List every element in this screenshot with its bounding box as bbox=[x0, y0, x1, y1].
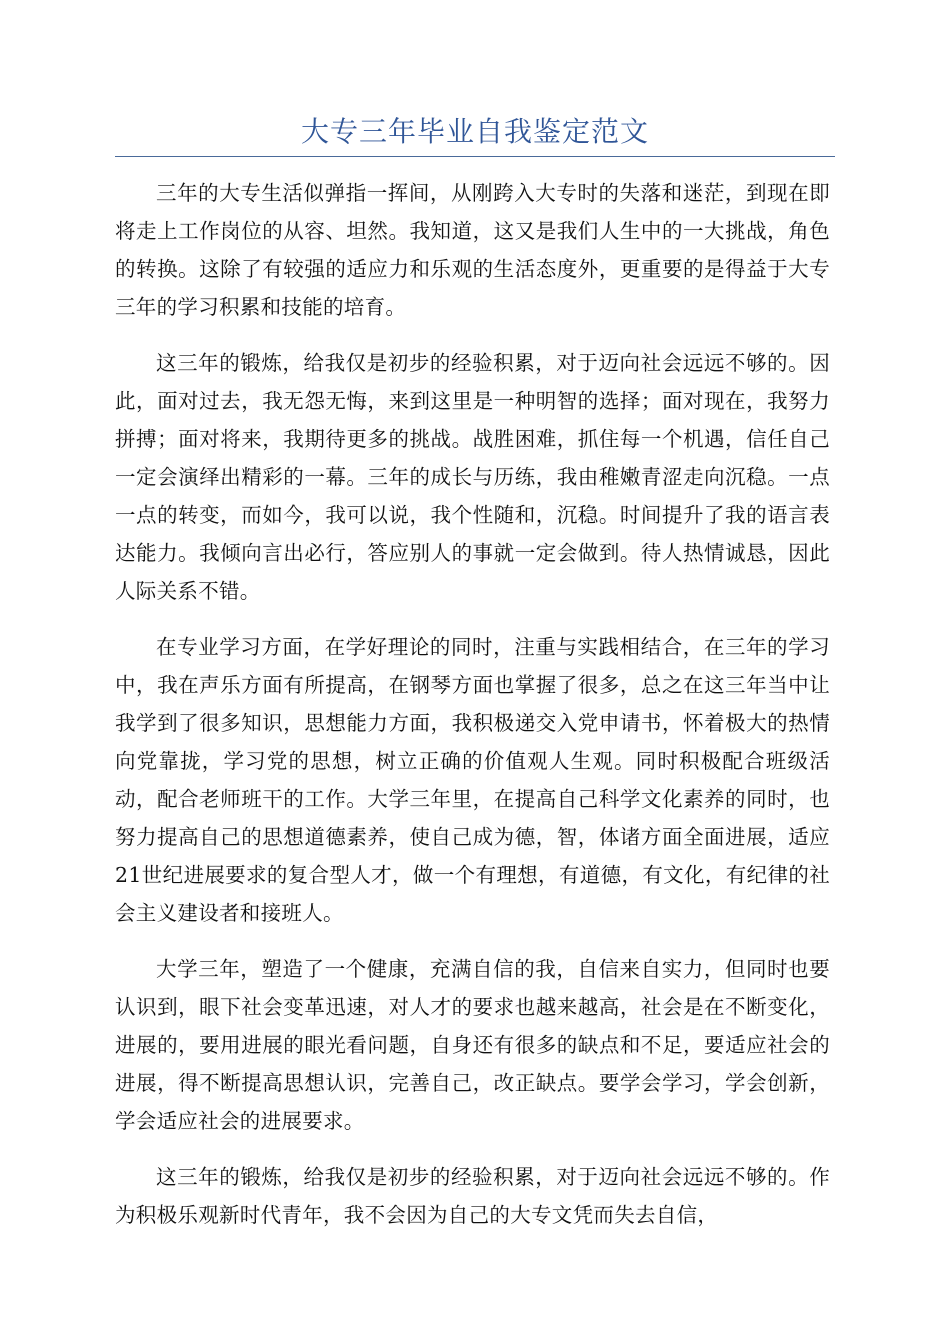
document-title: 大专三年毕业自我鉴定范文 bbox=[300, 115, 649, 148]
paragraph-1: 三年的大专生活似弹指一挥间，从刚跨入大专时的失落和迷茫，到现在即将走上工作岗位的从容、坦然。我知道，这又是我们人生中的一大挑战，角色的转换。这除了有较强的适应力和乐观的生活态度外，更重要的是得益于大专三年的学习积累和技能的培育。 bbox=[115, 181, 830, 319]
title-block bbox=[115, 112, 835, 157]
document-body bbox=[115, 174, 830, 1252]
paragraph-4: 大学三年，塑造了一个健康，充满自信的我，自信来自实力，但同时也要认识到，眼下社会变革迅速，对人才的要求也越来越高，社会是在不断变化，进展的，要用进展的眼光看问题，自身还有很多的缺点和不足，要适应社会的进展，得不断提高思想认识，完善自己，改正缺点。要学会学习，学会创新，学会适应社会的进展要求。 bbox=[115, 957, 830, 1133]
paragraph-5: 这三年的锻炼，给我仅是初步的经验积累，对于迈向社会远远不够的。作为积极乐观新时代青年，我不会因为自己的大专文凭而失去自信， bbox=[115, 1165, 830, 1227]
paragraph-2: 这三年的锻炼，给我仅是初步的经验积累，对于迈向社会远远不够的。因此，面对过去，我无怨无悔，来到这里是一种明智的选择；面对现在，我努力拼搏；面对将来，我期待更多的挑战。战胜困难，抓住每一个机遇，信任自己一定会演绎出精彩的一幕。三年的成长与历练，我由稚嫩青涩走向沉稳。一点一点的转变，而如今，我可以说，我个性随和，沉稳。时间提升了我的语言表达能力。我倾向言出必行，答应别人的事就一定会做到。待人热情诚恳，因此人际关系不错。 bbox=[115, 351, 830, 603]
paragraph-3: 在专业学习方面，在学好理论的同时，注重与实践相结合，在三年的学习中，我在声乐方面有所提高，在钢琴方面也掌握了很多，总之在这三年当中让我学到了很多知识，思想能力方面，我积极递交入党申请书，怀着极大的热情向党靠拢，学习党的思想，树立正确的价值观人生观。同时积极配合班级活动，配合老师班干的工作。大学三年里，在提高自己科学文化素养的同时，也努力提高自己的思想道德素养，使自己成为德，智，体诸方面全面进展，适应21世纪进展要求的复合型人才，做一个有理想，有道德，有文化，有纪律的社会主义建设者和接班人。 bbox=[115, 635, 830, 925]
